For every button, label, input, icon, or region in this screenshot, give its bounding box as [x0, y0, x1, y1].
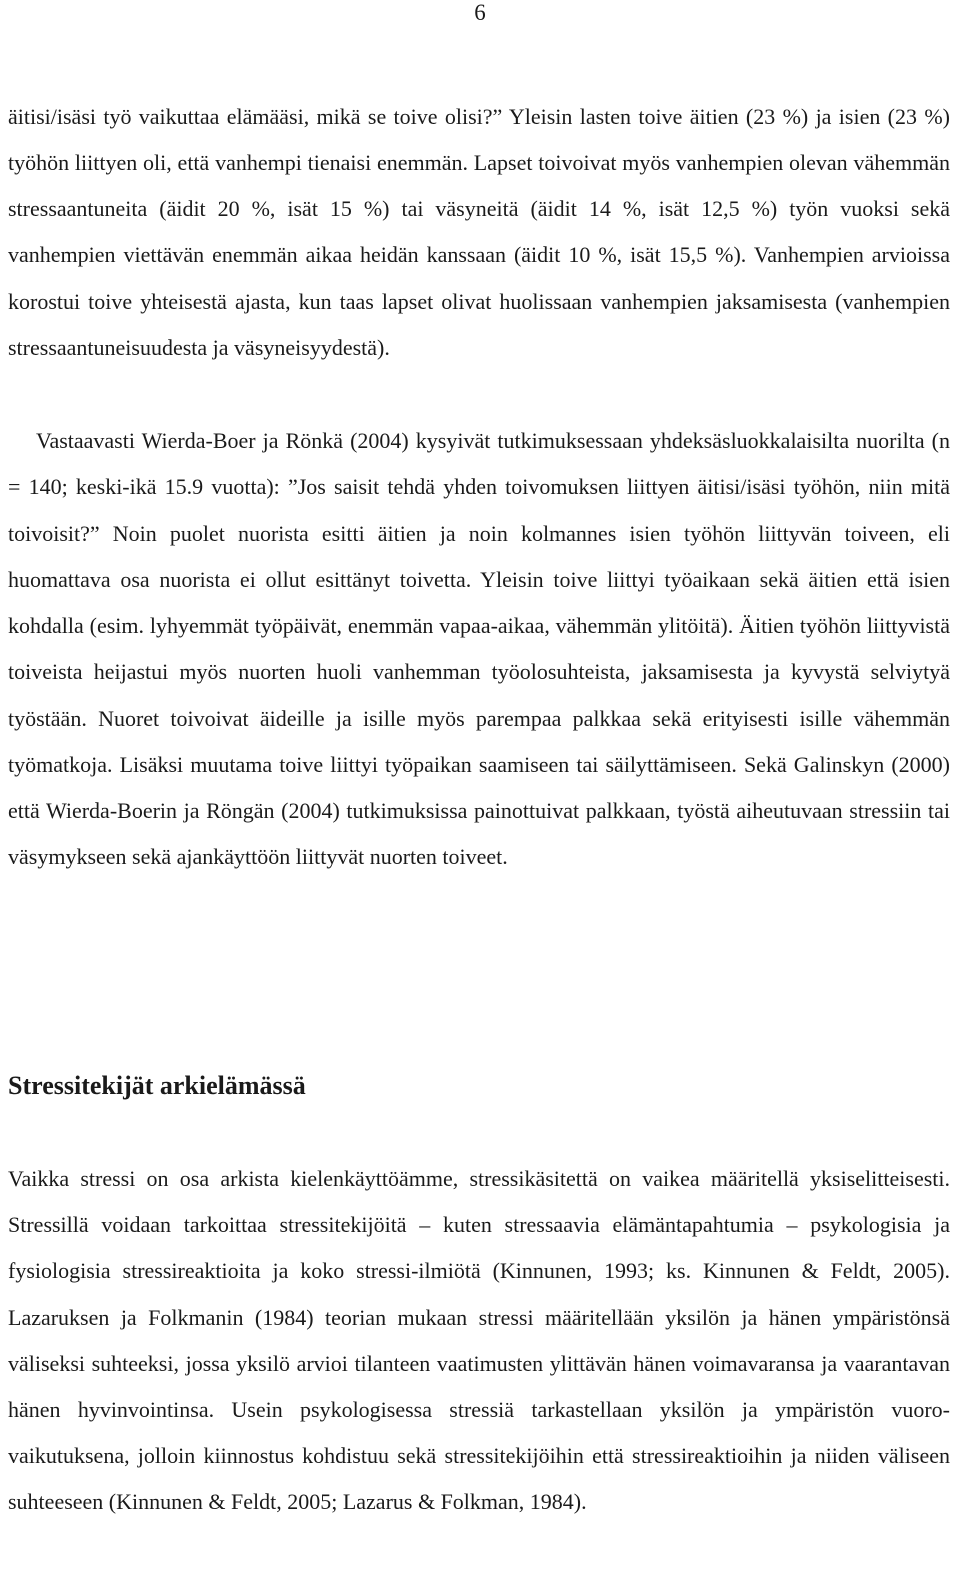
body-paragraph-3: Vaikka stressi on osa arkista kielenkäyttöämme, stressikäsitettä on vaikea määritellä yksiselitteisesti. Stressillä voidaan tarkoittaa stressitekijöitä – kuten stressaavia elämäntapahtumia – psykologisia ja fysiologisia stressireaktioita ja koko stressi-ilmiötä (Kinnunen, 1993; ks. Kinnunen & Feldt, 2005). Lazaruksen ja Folkmanin (1984) teorian mukaan stressi määritellään yksilön ja hänen ympäristönsä väliseksi suhteeksi, jossa yksilö arvioi tilanteen vaatimusten ylittävän hänen voimavaransa ja vaarantavan hänen hyvinvointinsa. Usein psykologisessa stressiä tarkastellaan yksilön ja ympäristön vuorovaikutuksena, jolloin kiinnostus kohdistuu sekä stressitekijöihin että stressireaktioihin ja niiden väliseen suhteeseen (Kinnunen & Feldt, 2005; Lazarus & Folkman, 1984).	[8, 1166, 950, 1515]
section-heading: Stressitekijät arkielämässä	[8, 1071, 306, 1100]
body-paragraph-2: Vastaavasti Wierda-Boer ja Rönkä (2004) kysyivät tutkimuksessaan yhdeksäsluokkalaisilta nuorilta (n = 140; keski-ikä 15.9 vuotta): ”Jos saisit tehdä yhden toivomuksen liittyen äitisi/isäsi työhön, niin mitä toivoisit?” Noin puolet nuorista esitti äitien ja noin kolmannes isien työhön liittyvän toiveen, eli huomattava osa nuorista ei ollut esittänyt toivetta. Yleisin toive liittyi työaikaan sekä äitien että isien kohdalla (esim. lyhyemmät työpäivät, enemmän vapaa-aikaa, vähemmän ylitöitä). Äitien työhön liittyvistä toiveista heijastui myös nuorten huoli vanhemman työolosuhteista, jaksamisesta ja kyvystä selviytyä työstään. Nuoret toivoivat äideille ja isille myös parempaa palkkaa sekä erityisesti isille vähemmän työmatkoja. Lisäksi muutama toive liittyi työpaikan saamiseen tai säilyttämiseen. Sekä Galinskyn (2000) että Wierda-Boerin ja Röngän (2004) tutkimuksissa painottuivat palkkaan, työstä aiheutuvaan stressiin tai väsymykseen sekä ajankäyttöön liittyvät nuorten toiveet.	[8, 428, 950, 870]
page-number: 6	[474, 0, 486, 25]
body-paragraph-1: äitisi/isäsi työ vaikuttaa elämääsi, mikä se toive olisi?” Yleisin lasten toive äitien (23 %) ja isien (23 %) työhön liittyen oli, että vanhempi tienaisi enemmän. Lapset toivoivat myös vanhempien olevan vähemmän stressaantuneita (äidit 20 %, isät 15 %) tai väsyneitä (äidit 14 %, isät 12,5 %) työn vuoksi sekä vanhempien viettävän enemmän aikaa heidän kanssaan (äidit 10 %, isät 15,5 %). Vanhempien arvioissa korostui toive yhteisestä ajasta, kun taas lapset olivat huolissaan vanhempien jaksamisesta (vanhempien stressaantuneisuudesta ja väsyneisyydestä).	[8, 104, 950, 360]
